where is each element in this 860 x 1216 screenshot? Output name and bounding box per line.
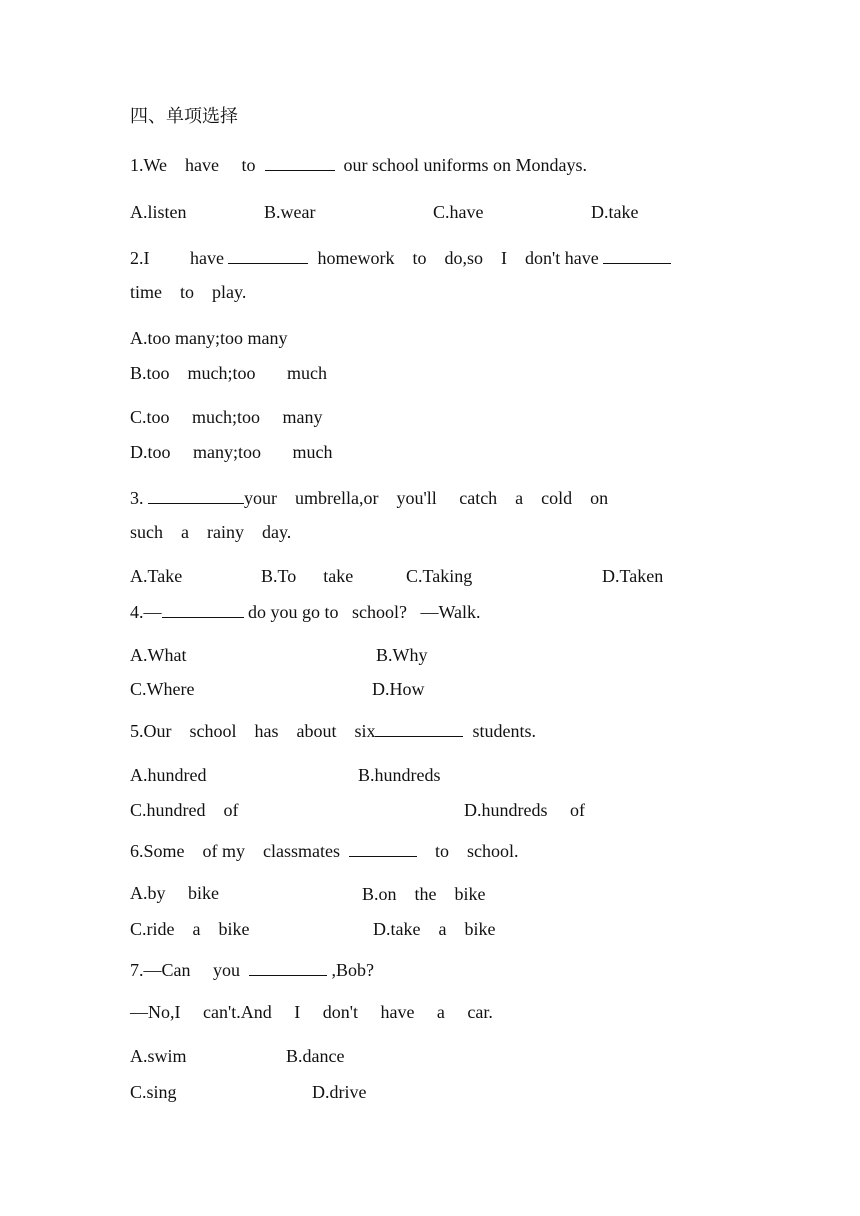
question-1-text-b: our school uniforms on Mondays. [334, 155, 588, 175]
option-5d: D.hundreds of [464, 800, 585, 820]
option-7d: D.drive [312, 1082, 367, 1102]
option-1d: D.take [591, 202, 639, 222]
option-1b: B.wear [264, 202, 316, 222]
option-3d: D.Taken [602, 566, 664, 586]
answer-blank-6 [349, 838, 417, 857]
question-4-text-b: do you go to school? —Walk. [243, 602, 481, 622]
option-2c: C.too much;too many [130, 407, 323, 427]
option-4b: B.Why [376, 645, 428, 665]
option-4c: C.Where [130, 679, 195, 699]
option-6c: C.ride a bike [130, 919, 250, 939]
question-5-text-b: students. [463, 721, 536, 741]
option-1a: A.listen [130, 202, 187, 222]
option-4a: A.What [130, 645, 187, 665]
question-4 [130, 599, 481, 623]
option-6b: B.on the bike [362, 884, 486, 904]
option-3c: C.Taking [406, 566, 473, 586]
question-7-reply: —No,I can't.And I don't have a car. [130, 1002, 493, 1022]
question-1 [130, 152, 587, 176]
answer-blank-7 [249, 957, 327, 976]
question-2-text-b: homework to do,so I don't have [308, 248, 604, 268]
question-7 [130, 957, 374, 981]
question-6 [130, 838, 518, 862]
answer-blank-2b [603, 245, 671, 264]
option-2b: B.too much;too much [130, 363, 327, 383]
option-5c: C.hundred of [130, 800, 239, 820]
answer-blank-3 [148, 485, 244, 504]
option-1c: C.have [433, 202, 484, 222]
question-5-text-a: 5.Our school has about six [130, 721, 376, 741]
answer-blank-2a [228, 245, 308, 264]
option-3b: B.To take [261, 566, 354, 586]
option-6d: D.take a bike [373, 919, 496, 939]
question-7-text-a: 7.—Can you [130, 960, 249, 980]
option-3a: A.Take [130, 566, 183, 586]
option-5b: B.hundreds [358, 765, 441, 785]
option-4d: D.How [372, 679, 425, 699]
option-5a: A.hundred [130, 765, 207, 785]
question-7-text-b: ,Bob? [327, 960, 374, 980]
question-3-text-b: your umbrella,or you'll catch a cold on [244, 488, 609, 508]
option-6a: A.by bike [130, 883, 219, 903]
question-3 [130, 485, 608, 509]
option-2d: D.too many;too much [130, 442, 333, 462]
question-6-text-a: 6.Some of my classmates [130, 841, 349, 861]
section-title: 四、单项选择 [130, 106, 238, 127]
question-3-text-a: 3. [130, 488, 148, 508]
question-2-continuation: time to play. [130, 282, 247, 302]
option-7c: C.sing [130, 1082, 177, 1102]
question-5 [130, 718, 536, 742]
question-2-text-a: 2.I have [130, 248, 229, 268]
option-7b: B.dance [286, 1046, 345, 1066]
question-3-continuation: such a rainy day. [130, 522, 292, 542]
question-1-text-a: 1.We have to [130, 155, 265, 175]
question-6-text-b: to school. [416, 841, 519, 861]
answer-blank-1 [265, 152, 335, 171]
answer-blank-4 [162, 599, 244, 618]
option-2a: A.too many;too many [130, 328, 288, 348]
option-7a: A.swim [130, 1046, 187, 1066]
question-2 [130, 245, 671, 269]
question-4-text-a: 4.— [130, 602, 162, 622]
answer-blank-5 [375, 718, 463, 737]
